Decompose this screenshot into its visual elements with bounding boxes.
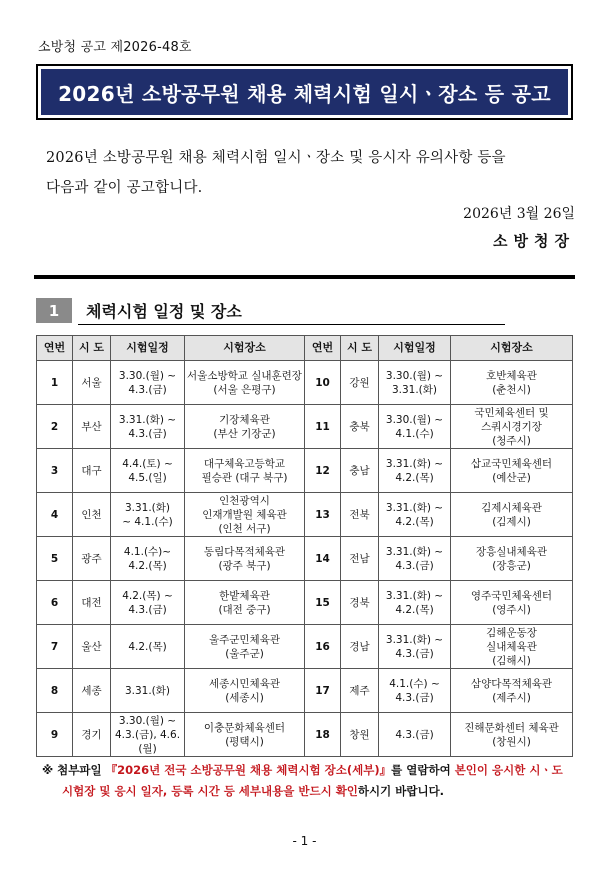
row-no: 18	[305, 713, 341, 757]
header-no-right: 연번	[305, 336, 341, 361]
table-row	[37, 405, 573, 449]
table-row	[37, 493, 573, 537]
row-no: 4	[37, 493, 73, 537]
header-no-left: 연번	[37, 336, 73, 361]
row-no: 5	[37, 537, 73, 581]
row-venue: 호반체육관 (춘천시)	[451, 361, 573, 405]
row-date: 3.31.(화) ~ 4.1.(수)	[111, 493, 185, 537]
row-region: 울산	[73, 625, 111, 669]
row-region: 광주	[73, 537, 111, 581]
notice-number: 소방청 공고 제2026-48호	[38, 40, 192, 55]
row-venue: 울주군민체육관 (울주군)	[185, 625, 305, 669]
row-region: 제주	[341, 669, 379, 713]
row-region: 충북	[341, 405, 379, 449]
section-underline	[78, 324, 505, 325]
row-venue: 한밭체육관 (대전 중구)	[185, 581, 305, 625]
row-region: 서울	[73, 361, 111, 405]
row-date: 3.31.(화) ~ 4.3.(금)	[111, 405, 185, 449]
note-emphasis-1: 본인이 응시한 시ㆍ도	[454, 763, 563, 777]
section-number: 1	[36, 298, 72, 323]
attachment-link[interactable]: 『2026년 전국 소방공무원 채용 체력시험 장소(세부)』	[105, 763, 392, 777]
row-date: 4.2.(목) ~ 4.3.(금)	[111, 581, 185, 625]
row-date: 3.30.(월) ~ 4.1.(수)	[379, 405, 451, 449]
schedule-table	[36, 335, 573, 757]
row-date: 4.1.(수)~ 4.2.(목)	[111, 537, 185, 581]
row-region: 창원	[341, 713, 379, 757]
header-region-right: 시 도	[341, 336, 379, 361]
row-no: 8	[37, 669, 73, 713]
issuing-agency: 소방청장	[493, 232, 575, 250]
row-no: 10	[305, 361, 341, 405]
table-row	[37, 581, 573, 625]
table-row	[37, 625, 573, 669]
row-no: 13	[305, 493, 341, 537]
row-date: 3.30.(월) ~ 4.3.(금), 4.6.(월)	[111, 713, 185, 757]
document-title: 2026년 소방공무원 채용 체력시험 일시ㆍ장소 등 공고	[41, 69, 568, 115]
row-region: 전남	[341, 537, 379, 581]
intro-paragraph	[46, 143, 576, 203]
row-region: 부산	[73, 405, 111, 449]
row-no: 6	[37, 581, 73, 625]
row-date: 4.2.(목)	[111, 625, 185, 669]
row-region: 경북	[341, 581, 379, 625]
row-date: 3.31.(화) ~ 4.2.(목)	[379, 493, 451, 537]
table-row	[37, 449, 573, 493]
row-region: 대전	[73, 581, 111, 625]
row-date: 3.31.(화) ~ 4.3.(금)	[379, 537, 451, 581]
row-no: 1	[37, 361, 73, 405]
row-region: 세종	[73, 669, 111, 713]
page-number: - 1 -	[292, 834, 317, 848]
row-venue: 김해운동장 실내체육관 (김해시)	[451, 625, 573, 669]
row-no: 9	[37, 713, 73, 757]
row-venue: 서울소방학교 실내훈련장 (서울 은평구)	[185, 361, 305, 405]
row-date: 4.4.(토) ~ 4.5.(일)	[111, 449, 185, 493]
header-date-right: 시험일정	[379, 336, 451, 361]
divider	[34, 275, 575, 279]
row-no: 11	[305, 405, 341, 449]
row-region: 경기	[73, 713, 111, 757]
row-venue: 영주국민체육센터 (영주시)	[451, 581, 573, 625]
notice-date: 2026년 3월 26일	[463, 206, 575, 222]
row-venue: 김제시체육관 (김제시)	[451, 493, 573, 537]
row-region: 경남	[341, 625, 379, 669]
row-date: 3.30.(월) ~ 4.3.(금)	[111, 361, 185, 405]
note-suffix: 하시기 바랍니다.	[357, 784, 445, 798]
row-no: 17	[305, 669, 341, 713]
row-date: 3.31.(화) ~ 4.2.(목)	[379, 449, 451, 493]
table-row	[37, 669, 573, 713]
row-date: 4.3.(금)	[379, 713, 451, 757]
note-emphasis-2: 시험장 및 응시 일자, 등록 시간 등 세부내용을 반드시 확인	[62, 784, 358, 798]
header-venue-right: 시험장소	[451, 336, 573, 361]
row-region: 대구	[73, 449, 111, 493]
table-row	[37, 361, 573, 405]
row-venue: 삽교국민체육센터 (예산군)	[451, 449, 573, 493]
row-venue: 진해문화센터 체육관 (창원시)	[451, 713, 573, 757]
row-region: 충남	[341, 449, 379, 493]
row-no: 15	[305, 581, 341, 625]
row-date: 4.1.(수) ~ 4.3.(금)	[379, 669, 451, 713]
row-no: 12	[305, 449, 341, 493]
table-row	[37, 713, 573, 757]
row-date: 3.31.(화) ~ 4.2.(목)	[379, 581, 451, 625]
row-region: 강원	[341, 361, 379, 405]
row-region: 전북	[341, 493, 379, 537]
row-date: 3.31.(화)	[111, 669, 185, 713]
note-mid: 를 열람하여	[391, 763, 455, 777]
table-row	[37, 537, 573, 581]
intro-line-1: 2026년 소방공무원 채용 체력시험 일시ㆍ장소 및 응시자 유의사항 등을	[46, 150, 506, 166]
header-region-left: 시 도	[73, 336, 111, 361]
row-no: 3	[37, 449, 73, 493]
header-date-left: 시험일정	[111, 336, 185, 361]
intro-line-2: 다음과 같이 공고합니다.	[46, 180, 203, 196]
header-venue-left: 시험장소	[185, 336, 305, 361]
row-no: 2	[37, 405, 73, 449]
row-no: 16	[305, 625, 341, 669]
row-venue: 동림다목적체육관 (광주 북구)	[185, 537, 305, 581]
row-venue: 삼양다목적체육관 (제주시)	[451, 669, 573, 713]
table-header-row	[37, 336, 573, 361]
row-date: 3.31.(화) ~ 4.3.(금)	[379, 625, 451, 669]
title-box	[36, 64, 573, 120]
row-venue: 세종시민체육관 (세종시)	[185, 669, 305, 713]
row-venue: 대구체육고등학교 필승관 (대구 북구)	[185, 449, 305, 493]
row-venue: 장흥실내체육관 (장흥군)	[451, 537, 573, 581]
row-venue: 이충문화체육센터 (평택시)	[185, 713, 305, 757]
row-no: 7	[37, 625, 73, 669]
note-prefix: ※ 첨부파일	[42, 763, 106, 777]
row-venue: 기장체육관 (부산 기장군)	[185, 405, 305, 449]
row-date: 3.30.(월) ~ 3.31.(화)	[379, 361, 451, 405]
row-venue: 인천광역시 인재개발원 체육관 (인천 서구)	[185, 493, 305, 537]
attachment-note	[42, 760, 582, 802]
row-region: 인천	[73, 493, 111, 537]
row-venue: 국민체육센터 및 스쿼시경기장 (청주시)	[451, 405, 573, 449]
section-title: 체력시험 일정 및 장소	[86, 302, 242, 321]
row-no: 14	[305, 537, 341, 581]
